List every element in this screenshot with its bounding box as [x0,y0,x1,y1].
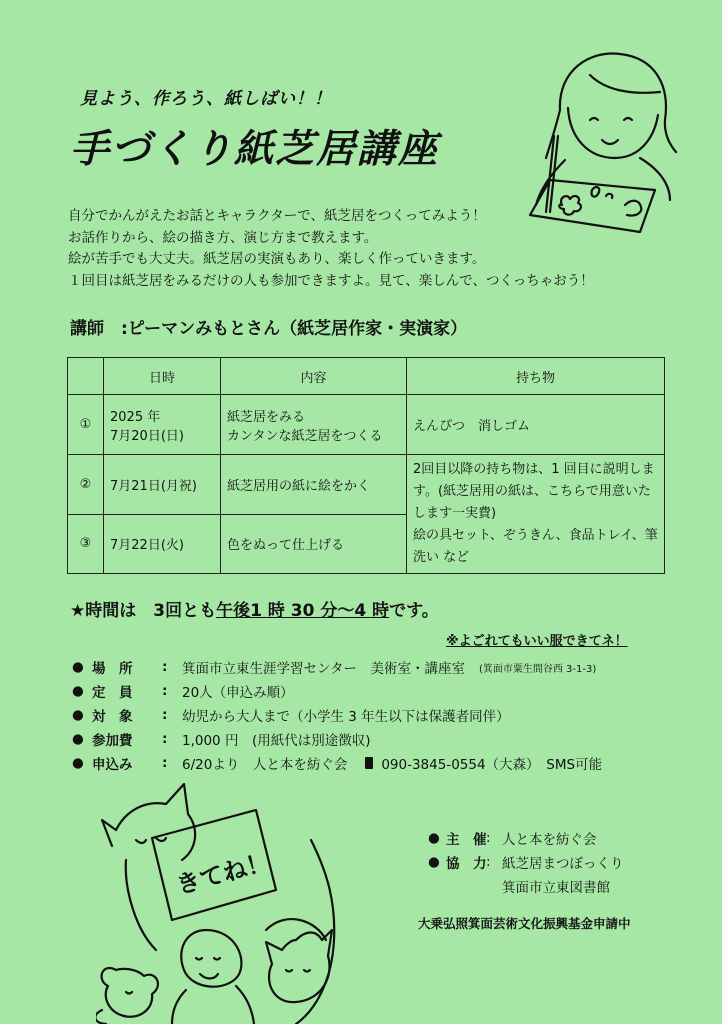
info-row-target: ● 対 象 : 幼児から大人まで（小学生 3 年生以下は保護者同伴） [72,707,510,725]
phone-number: 090-3845-0554（大森） SMS可能 [381,757,603,773]
info-value: 箕面市立東生涯学習センター 美術室・講座室 [182,661,465,677]
time-value: 午後1 時 30 分～4 時 [216,601,390,621]
items-to-bring: えんぴつ 消しゴム [407,395,665,455]
info-row-fee: ● 参加費 : 1,000 円 (用紙代は別途徴収) [72,731,371,749]
table-row [68,455,665,515]
grant-note: 大乗弘照箕面芸術文化振興基金申請中 [418,916,631,931]
items-note: 2回目以降の持ち物は、1 回目に説明します。(紙芝居用の紙は、こちらで用意いたします一実費) [413,462,655,521]
info-label: 申込み [92,757,133,773]
info-value: 幼児から大人まで（小学生 3 年生以下は保護者同伴） [182,709,510,725]
info-note: (箕面市粟生間谷西 3-1-3) [478,663,597,675]
session-content [221,395,407,455]
event-info-list [72,655,602,775]
info-label: 参加費 [92,733,133,749]
characters-illustration [96,780,396,1024]
time-suffix: です。 [389,601,439,621]
intro-line: 絵が苦手でも大丈夫。紙芝居の実演もあり、楽しく作っていきます。 [68,251,486,267]
clothes-note: ※よごれてもいい服できてネ！ [446,634,628,649]
page-title: 手づくり紙芝居講座 [70,127,440,172]
content-line: 紙芝居をみる [227,409,306,425]
info-row-capacity: ● 定 員 : 20人（申込み順） [72,683,294,701]
intro-line: １回目は紙芝居をみるだけの人も参加できますよ。見て、楽しんで、つくっちゃおう！ [68,272,594,289]
session-number: ② [68,455,104,515]
date-line: 7月20日(日) [110,428,184,444]
bullet-icon: ● [72,659,84,675]
session-number: ① [68,395,104,455]
bullet-icon: ● [428,830,440,846]
session-date: 7月22日(火) [104,514,221,574]
phone-icon [365,757,373,769]
cooperation-row: ● 協 力 : 紙芝居まつぼっくり [428,854,624,872]
session-date: 7月21日(月祝) [104,455,221,515]
host-name: 人と本を紡ぐ会 [502,832,597,848]
bullet-icon: ● [72,731,84,747]
content-line: カンタンな紙芝居をつくる [227,428,383,444]
session-number: ③ [68,514,104,574]
info-row-location: ● 場 所 : 箕面市立東生涯学習センター 美術室・講座室 (箕面市粟生間谷西 3-1-3) [72,659,597,677]
info-row-application: ● 申込み : 6/20より 人と本を紡ぐ会 090-3845-0554（大森） SMS可能 [72,755,603,773]
date-line: 2025 年 [110,409,161,425]
instructor: 講師 :ピーマンみもとさん（紙芝居作家・実演家） [70,319,468,339]
session-date [104,395,221,455]
items-list: 絵の具セット、ぞうきん、食品トレイ、筆洗い など [413,528,658,565]
items-to-bring [407,455,665,574]
cooperation-label: 協 力 [446,856,487,872]
sign-text: きてね！ [173,847,274,900]
table-header: 持ち物 [407,358,665,395]
organizers [428,826,624,898]
bullet-icon: ● [72,683,84,699]
bullet-icon: ● [72,707,84,723]
time-info [70,596,439,621]
cooperation-name: 紙芝居まつぼっくり [502,856,624,872]
info-value: 1,000 円 (用紙代は別途徴収) [182,733,371,749]
cooperation-row-2 [428,874,624,898]
info-value: 6/20より 人と本を紡ぐ会 [182,757,348,773]
info-label: 定 員 [92,685,133,701]
info-value: 20人（申込み順） [182,685,294,701]
schedule-table [67,357,665,574]
intro-line: お話作りから、絵の描き方、演じ方まで教えます。 [68,229,378,246]
bullet-icon: ● [72,755,84,771]
bullet-icon: ● [428,854,440,870]
table-row [68,395,665,455]
intro-text [68,206,594,292]
host-row: ● 主 催 : 人と本を紡ぐ会 [428,830,597,848]
table-header [68,358,104,395]
table-header: 日時 [104,358,221,395]
time-prefix: ★時間は 3回とも [70,601,217,621]
session-content: 紙芝居用の紙に絵をかく [221,455,407,515]
table-header: 内容 [221,358,407,395]
intro-line: 自分でかんがえたお話とキャラクターで、紙芝居をつくってみよう！ [68,208,486,224]
host-label: 主 催 [446,832,487,848]
table-header-row [68,358,665,395]
cooperation-name: 箕面市立東図書館 [502,880,610,896]
subtitle: 見よう、作ろう、紙しばい！！ [80,89,332,109]
info-label: 対 象 [92,709,133,725]
info-label: 場 所 [92,661,133,677]
session-content: 色をぬって仕上げる [221,514,407,574]
phone-contact [365,753,602,773]
